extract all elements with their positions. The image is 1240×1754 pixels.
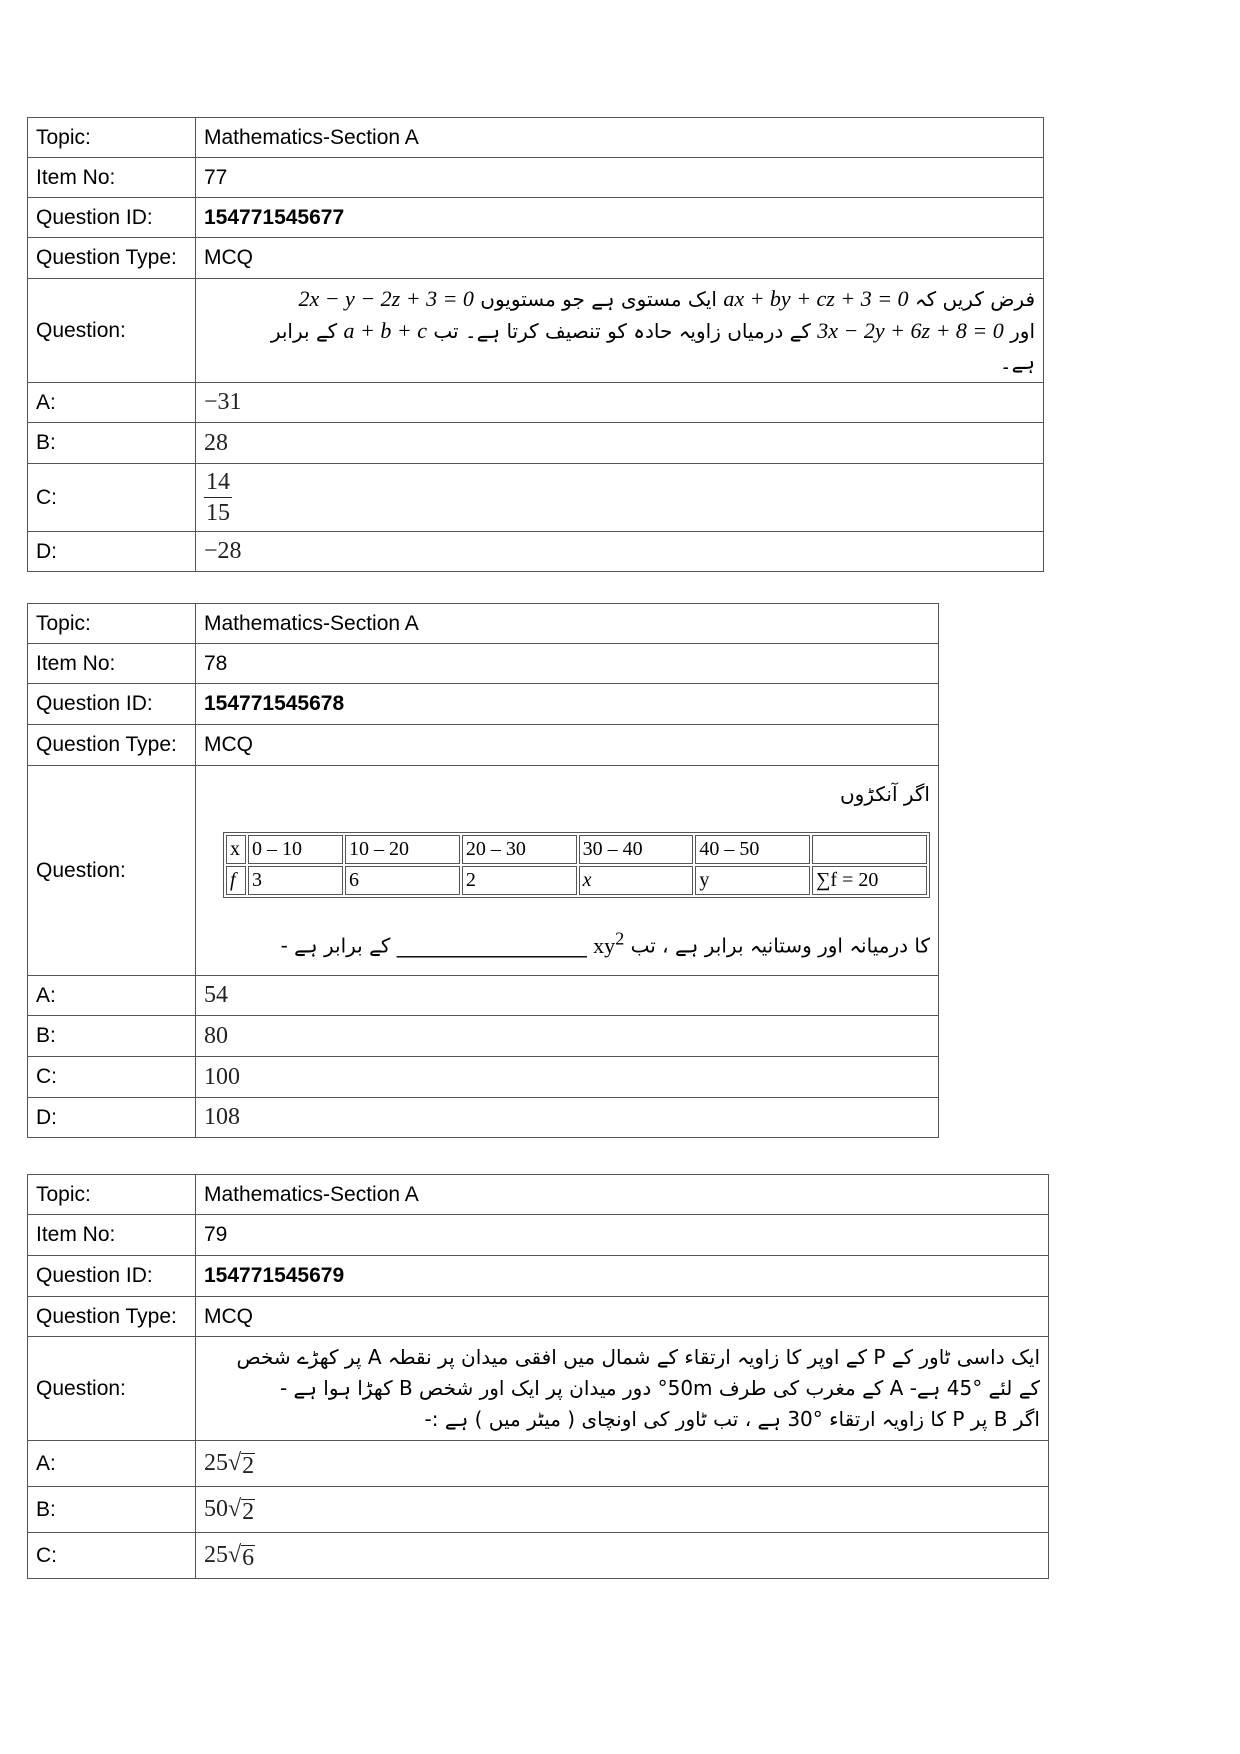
fraction	[204, 467, 232, 528]
topic-label: Topic:	[28, 118, 196, 158]
question-line-3: ہے۔	[999, 350, 1035, 374]
question-type-value: MCQ	[196, 1297, 1049, 1337]
item-no-value: 77	[196, 158, 1044, 198]
option-c-label: C:	[28, 1533, 196, 1579]
radicand: 6	[242, 1544, 255, 1571]
question-card-78	[27, 603, 939, 1138]
question-line-3: اگر B پر P کا زاویہ ارتقاء °30 ہے ، تب ٹاور کی اونچای ( میٹر میں ) ہے :-	[424, 1407, 1040, 1431]
freq-cell: x	[226, 835, 246, 864]
expression-sum: a + b + c	[343, 318, 428, 343]
option-a-label: A:	[28, 976, 196, 1016]
urdu-text: اور	[1003, 319, 1035, 343]
question-label: Question:	[28, 1337, 196, 1441]
option-b-value	[196, 1487, 1049, 1533]
topic-label: Topic:	[28, 604, 196, 644]
question-card-77	[27, 117, 1044, 572]
option-d-value: 108	[196, 1098, 939, 1138]
option-d-value: −28	[196, 532, 1044, 572]
option-b-value: 28	[196, 423, 1044, 464]
option-a-label: A:	[28, 383, 196, 423]
radical-expression	[204, 1450, 255, 1478]
option-b-label: B:	[28, 1487, 196, 1533]
question-outro	[204, 928, 930, 958]
urdu-text: فرض کریں کہ	[908, 287, 1035, 311]
topic-value: Mathematics-Section A	[196, 1175, 1049, 1215]
urdu-text: کے برابر	[270, 319, 344, 343]
urdu-text: کا درمیانہ اور وستانیہ برابر ہے ، تب	[624, 933, 930, 958]
question-id-value: 154771545677	[196, 198, 1044, 238]
urdu-text: کے درمیاں زاویہ حادہ کو تنصیف کرتا ہے۔ تب	[427, 319, 818, 343]
topic-value: Mathematics-Section A	[196, 118, 1044, 158]
topic-label: Topic:	[28, 1175, 196, 1215]
question-text	[196, 766, 939, 976]
question-intro: اگر آنکڑوں	[839, 782, 930, 807]
fraction-numerator: 14	[204, 467, 232, 498]
option-a-value	[196, 1441, 1049, 1487]
option-a-value: 54	[196, 976, 939, 1016]
radicand: 2	[242, 1452, 255, 1479]
freq-cell: 2	[462, 866, 577, 895]
freq-cell: 0 – 10	[248, 835, 343, 864]
freq-cell: y	[695, 866, 810, 895]
equation-plane-2: 3x − 2y + 6z + 8 = 0	[817, 318, 1004, 343]
freq-cell: f	[226, 866, 246, 895]
item-no-label: Item No:	[28, 644, 196, 684]
question-type-value: MCQ	[196, 725, 939, 766]
question-id-label: Question ID:	[28, 1256, 196, 1297]
option-c-label: C:	[28, 1057, 196, 1098]
freq-cell	[812, 835, 927, 864]
equation-plane-1: 2x − y − 2z + 3 = 0	[298, 286, 474, 311]
option-a-label: A:	[28, 1441, 196, 1487]
sqrt-icon: √	[228, 1449, 242, 1476]
coefficient: 25	[204, 1449, 228, 1476]
freq-cell: 6	[345, 866, 460, 895]
urdu-text: کے برابر ہے -	[280, 933, 391, 958]
question-type-label: Question Type:	[28, 725, 196, 766]
option-d-label: D:	[28, 532, 196, 572]
question-text	[196, 279, 1044, 383]
question-line-1: ایک داسی ٹاور کے P کے اوپر کا زاویہ ارتقاء کے شمال میں افقی میدان پر نقطہ A پر کھڑے شخص	[236, 1345, 1040, 1369]
question-id-label: Question ID:	[28, 198, 196, 238]
question-type-label: Question Type:	[28, 238, 196, 279]
question-label: Question:	[28, 766, 196, 976]
freq-cell: ∑f = 20	[812, 866, 927, 895]
option-c-label: C:	[28, 464, 196, 532]
fraction-denominator: 15	[206, 500, 230, 526]
item-no-value: 79	[196, 1215, 1049, 1256]
sqrt-icon: √	[228, 1541, 242, 1568]
question-line-2: کے لئے °45 ہے- A کے مغرب کی طرف 50m° دور میدان پر ایک اور شخص B کھڑا ہوا ہے -	[279, 1376, 1040, 1400]
item-no-value: 78	[196, 644, 939, 684]
option-a-value: −31	[196, 383, 1044, 423]
option-b-label: B:	[28, 1016, 196, 1057]
radical-expression	[204, 1496, 255, 1524]
question-line-1	[204, 283, 1035, 315]
option-c-value: 100	[196, 1057, 939, 1098]
freq-cell: 20 – 30	[462, 835, 577, 864]
coefficient: 25	[204, 1541, 228, 1568]
question-line-2	[204, 315, 1035, 347]
answer-blank: ___________________	[390, 933, 594, 958]
topic-value: Mathematics-Section A	[196, 604, 939, 644]
freq-cell: 40 – 50	[695, 835, 810, 864]
radicand: 2	[242, 1498, 255, 1525]
question-type-value: MCQ	[196, 238, 1044, 279]
equation-plane: ax + by + cz + 3 = 0	[723, 286, 909, 311]
freq-cell: 10 – 20	[345, 835, 460, 864]
question-id-value: 154771545679	[196, 1256, 1049, 1297]
item-no-label: Item No:	[28, 158, 196, 198]
question-type-label: Question Type:	[28, 1297, 196, 1337]
freq-cell: 3	[248, 866, 343, 895]
coefficient: 50	[204, 1495, 228, 1522]
question-id-value: 154771545678	[196, 684, 939, 725]
freq-cell: 30 – 40	[579, 835, 694, 864]
option-d-label: D:	[28, 1098, 196, 1138]
expression-base: xy	[593, 932, 616, 958]
sqrt-icon: √	[228, 1495, 242, 1522]
freq-cell: x	[579, 866, 694, 895]
option-b-value: 80	[196, 1016, 939, 1057]
expression-xy2	[593, 928, 625, 958]
expression-exponent: 2	[615, 928, 625, 949]
question-label: Question:	[28, 279, 196, 383]
question-text	[196, 1337, 1049, 1441]
urdu-text: ایک مستوی ہے جو مستویوں	[473, 287, 724, 311]
option-c-value	[196, 464, 1044, 532]
frequency-table	[223, 832, 930, 898]
radical-expression	[204, 1542, 255, 1570]
option-b-label: B:	[28, 423, 196, 464]
option-c-value	[196, 1533, 1049, 1579]
question-id-label: Question ID:	[28, 684, 196, 725]
question-card-79	[27, 1174, 1049, 1579]
item-no-label: Item No:	[28, 1215, 196, 1256]
